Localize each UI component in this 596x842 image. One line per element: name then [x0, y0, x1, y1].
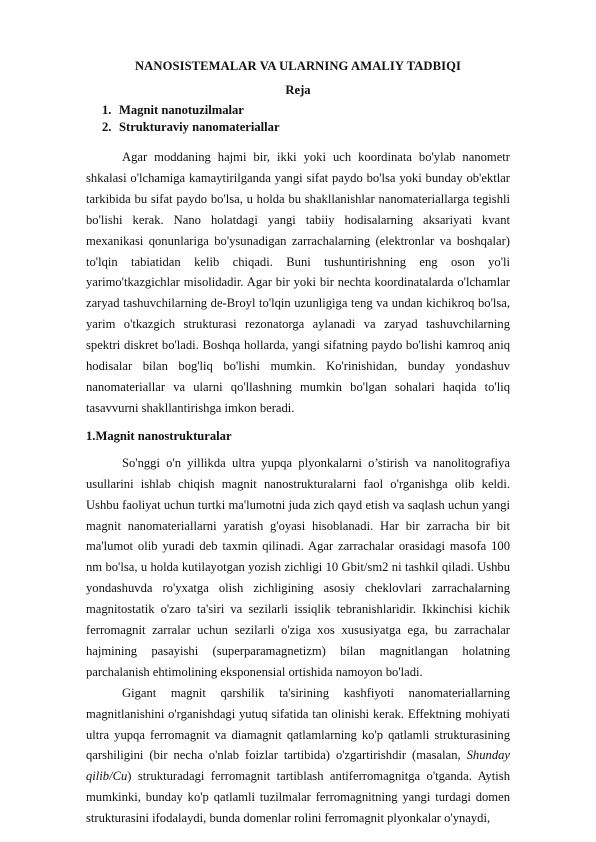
section-paragraph — [86, 683, 510, 829]
plan-item-label: Magnit nanotuzilmalar — [119, 103, 244, 117]
plan-heading: Reja — [285, 83, 311, 97]
italic-term: Shunday qilib/Cu — [86, 748, 510, 784]
section-paragraph: So'nggi o'n yillikda ultra yupqa plyonkalarni o’stirish va nanolitografiya usullarini ishlab chiqish magnit nanostrukturalarni faol o'rganishga olib keldi. Ushbu faoliyat uchun turtki ma'lumotni juda zich qayd etish va saqlash uchun yangi magnit nanomateriallarni yaratish g'oyasi hisoblanadi. Har bir zarracha bir bit ma'lumot olib yuradi deb taxmin qilinadi. Agar zarrachalar orasidagi masofa 100 nm bo'lsa, u holda kutilayotgan yozish zichligi 10 Gbit/sm2 ni tashkil qiladi. Ushbu yondashuvda ro'yxatga olish zichligining asosiy cheklovlari zarrachalarning magnitostatik o'zaro ta'siri va sezilarli issiqlik tebranishlaridir. Ikkinchisi kichik ferromagnit zarralar uchun sezilarli o'ziga xos xususiyatga ega, bu zarrachalar hajmining pasayishi (superparamagnetizm) bilan magnitlangan holatning parchalanish ehtimolining eksponensial ortishida namoyon bo'ladi. — [86, 455, 510, 679]
document-title: NANOSISTEMALAR VA ULARNING AMALIY TADBIQI — [134, 59, 461, 73]
intro-paragraph: Agar moddaning hajmi bir, ikki yoki uch koordinata bo'ylab nanometr shkalasi o'lchamiga kamaytirilganda yangi sifat paydo bo'lsa yoki bunday ob'ektlar tarkibida bu sifat paydo bo'lsa, u holda bu shakllanishlar nanomateriallarga tegishli bo'lishi kerak. Nano holatdagi yangi tabiiy hodisalarning aksariyati kvant mexanikasi qonunlariga bo'ysunadigan zarrachalarning (elektronlar va boshqalar) to'lqin tabiatidan kelib chiqadi. Buni tushuntirishning eng oson yo'li yarimo'tkazgichlar misolidadir. Agar bir yoki bir nechta koordinatalarda o'lchamlar zaryad tashuvchilarning de-Broyl to'lqin uzunligiga teng va undan kichikroq bo'lsa, yarim o'tkazgich strukturasi rezonatorga aylanadi va zaryad tashuvchilarning spektri diskret bo'ladi. Boshqa hollarda, yangi sifatning paydo bo'lishi kamroq aniq hodisalar bilan bog'liq bo'lishi mumkin. Ko'rinishidan, bunday yondashuv nanomateriallar va ularni qo'llashning mumkin bo'lgan sohalari haqida to'liq tasavvurni shakllantirishga imkon beradi. — [86, 150, 510, 415]
plan-item-number: 1. — [102, 103, 112, 117]
paragraph-text: Gigant magnit qarshilik ta'sirining kashfiyoti nanomateriallarning magnitlanishini o'rganishdagi yutuq sifatida tan olinishi kerak. Effektning mohiyati ultra yupqa ferromagnit va diamagnit qatlamlarning ko'p qatlamli strukturasining qarshiligini (bir necha o'nlab foizlar tartibida) o'zgartirishdir (masalan, — [86, 685, 510, 763]
document-page — [86, 58, 510, 829]
plan-item-label: Strukturaviy nanomateriallar — [119, 120, 280, 134]
section-heading: 1.Magnit nanostrukturalar — [86, 428, 232, 443]
plan-item-number: 2. — [102, 120, 112, 134]
plan-item — [86, 119, 510, 136]
paragraph-text: ) strukturadagi ferromagnit tartiblash antiferromagnitga o'tganda. Aytish mumkinki, bunday ko'p qatlamli tuzilmalar ferromagnitning yangi turdagi domen strukturasini ifodalaydi, bunda domenlar rolini ferromagnit plyonkalar o'ynaydi, — [86, 769, 510, 826]
plan-item — [86, 102, 510, 119]
plan-list — [86, 102, 510, 136]
